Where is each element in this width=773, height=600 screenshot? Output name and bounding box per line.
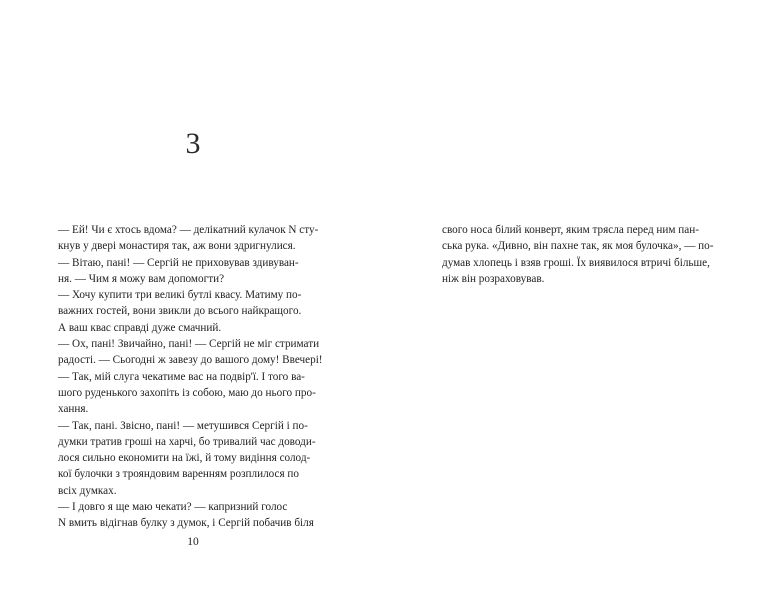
text-line: ня. — Чим я можу вам допомогти? (58, 272, 225, 285)
right-page-text (442, 222, 715, 287)
text-line: — Хочу купити три великі бутлі квасу. Матиму по- (58, 289, 302, 302)
text-line: кої булочки з трояндовим варенням розплилося по (58, 468, 300, 481)
text-line: — Вітаю, пані! — Сергій не приховував здивуван- (58, 256, 299, 269)
text-line: думки тратив гроші на харчі, бо тривалий час доводи- (58, 435, 316, 448)
text-line: N вмить відігнав булку з думок, і Сергій побачив біля (58, 517, 314, 530)
text-line: ська рука. «Дивно, він пахне так, як моя булочка», — по- (442, 240, 714, 253)
left-page-text (58, 222, 334, 532)
left-page (0, 0, 386, 600)
text-line: важних гостей, вони звикли до всього найкращого. (58, 305, 302, 318)
text-line: хання. (58, 403, 89, 416)
text-line: — І довго я ще маю чекати? — капризний голос (58, 501, 288, 514)
text-line: лося сильно економити на їжі, й тому видіння солод- (58, 452, 311, 465)
text-line: радості. — Сьогодні ж завезу до вашого дому! Ввечері! (58, 354, 323, 367)
text-line: А ваш квас справді дуже смачний. (58, 321, 222, 334)
text-line: — Ох, пані! Звичайно, пані! — Сергій не міг стримати (58, 338, 320, 351)
text-line: — Так, мій слуга чекатиме вас на подвір'ї. І того ва- (58, 370, 305, 383)
text-line: ніж він розраховував. (442, 272, 545, 285)
chapter-number: 3 (185, 127, 201, 160)
text-line: шого руденького захопіть із собою, маю до нього про- (58, 386, 316, 399)
page-number: 10 (187, 536, 199, 548)
right-page (386, 0, 773, 600)
text-line: — Ей! Чи є хтось вдома? — делікатний кулачок N сту- (58, 224, 319, 236)
text-line: думав хлопець і взяв гроші. Їх виявилося втричі більше, (442, 256, 710, 269)
text-line: всіх думках. (58, 484, 117, 497)
text-line: кнув у двері монастиря так, аж вони здригнулися. (58, 240, 296, 253)
text-line: свого носа білий конверт, яким трясла перед ним пан- (442, 224, 699, 236)
text-line: — Так, пані. Звісно, пані! — метушився Сергій і по- (58, 419, 308, 432)
